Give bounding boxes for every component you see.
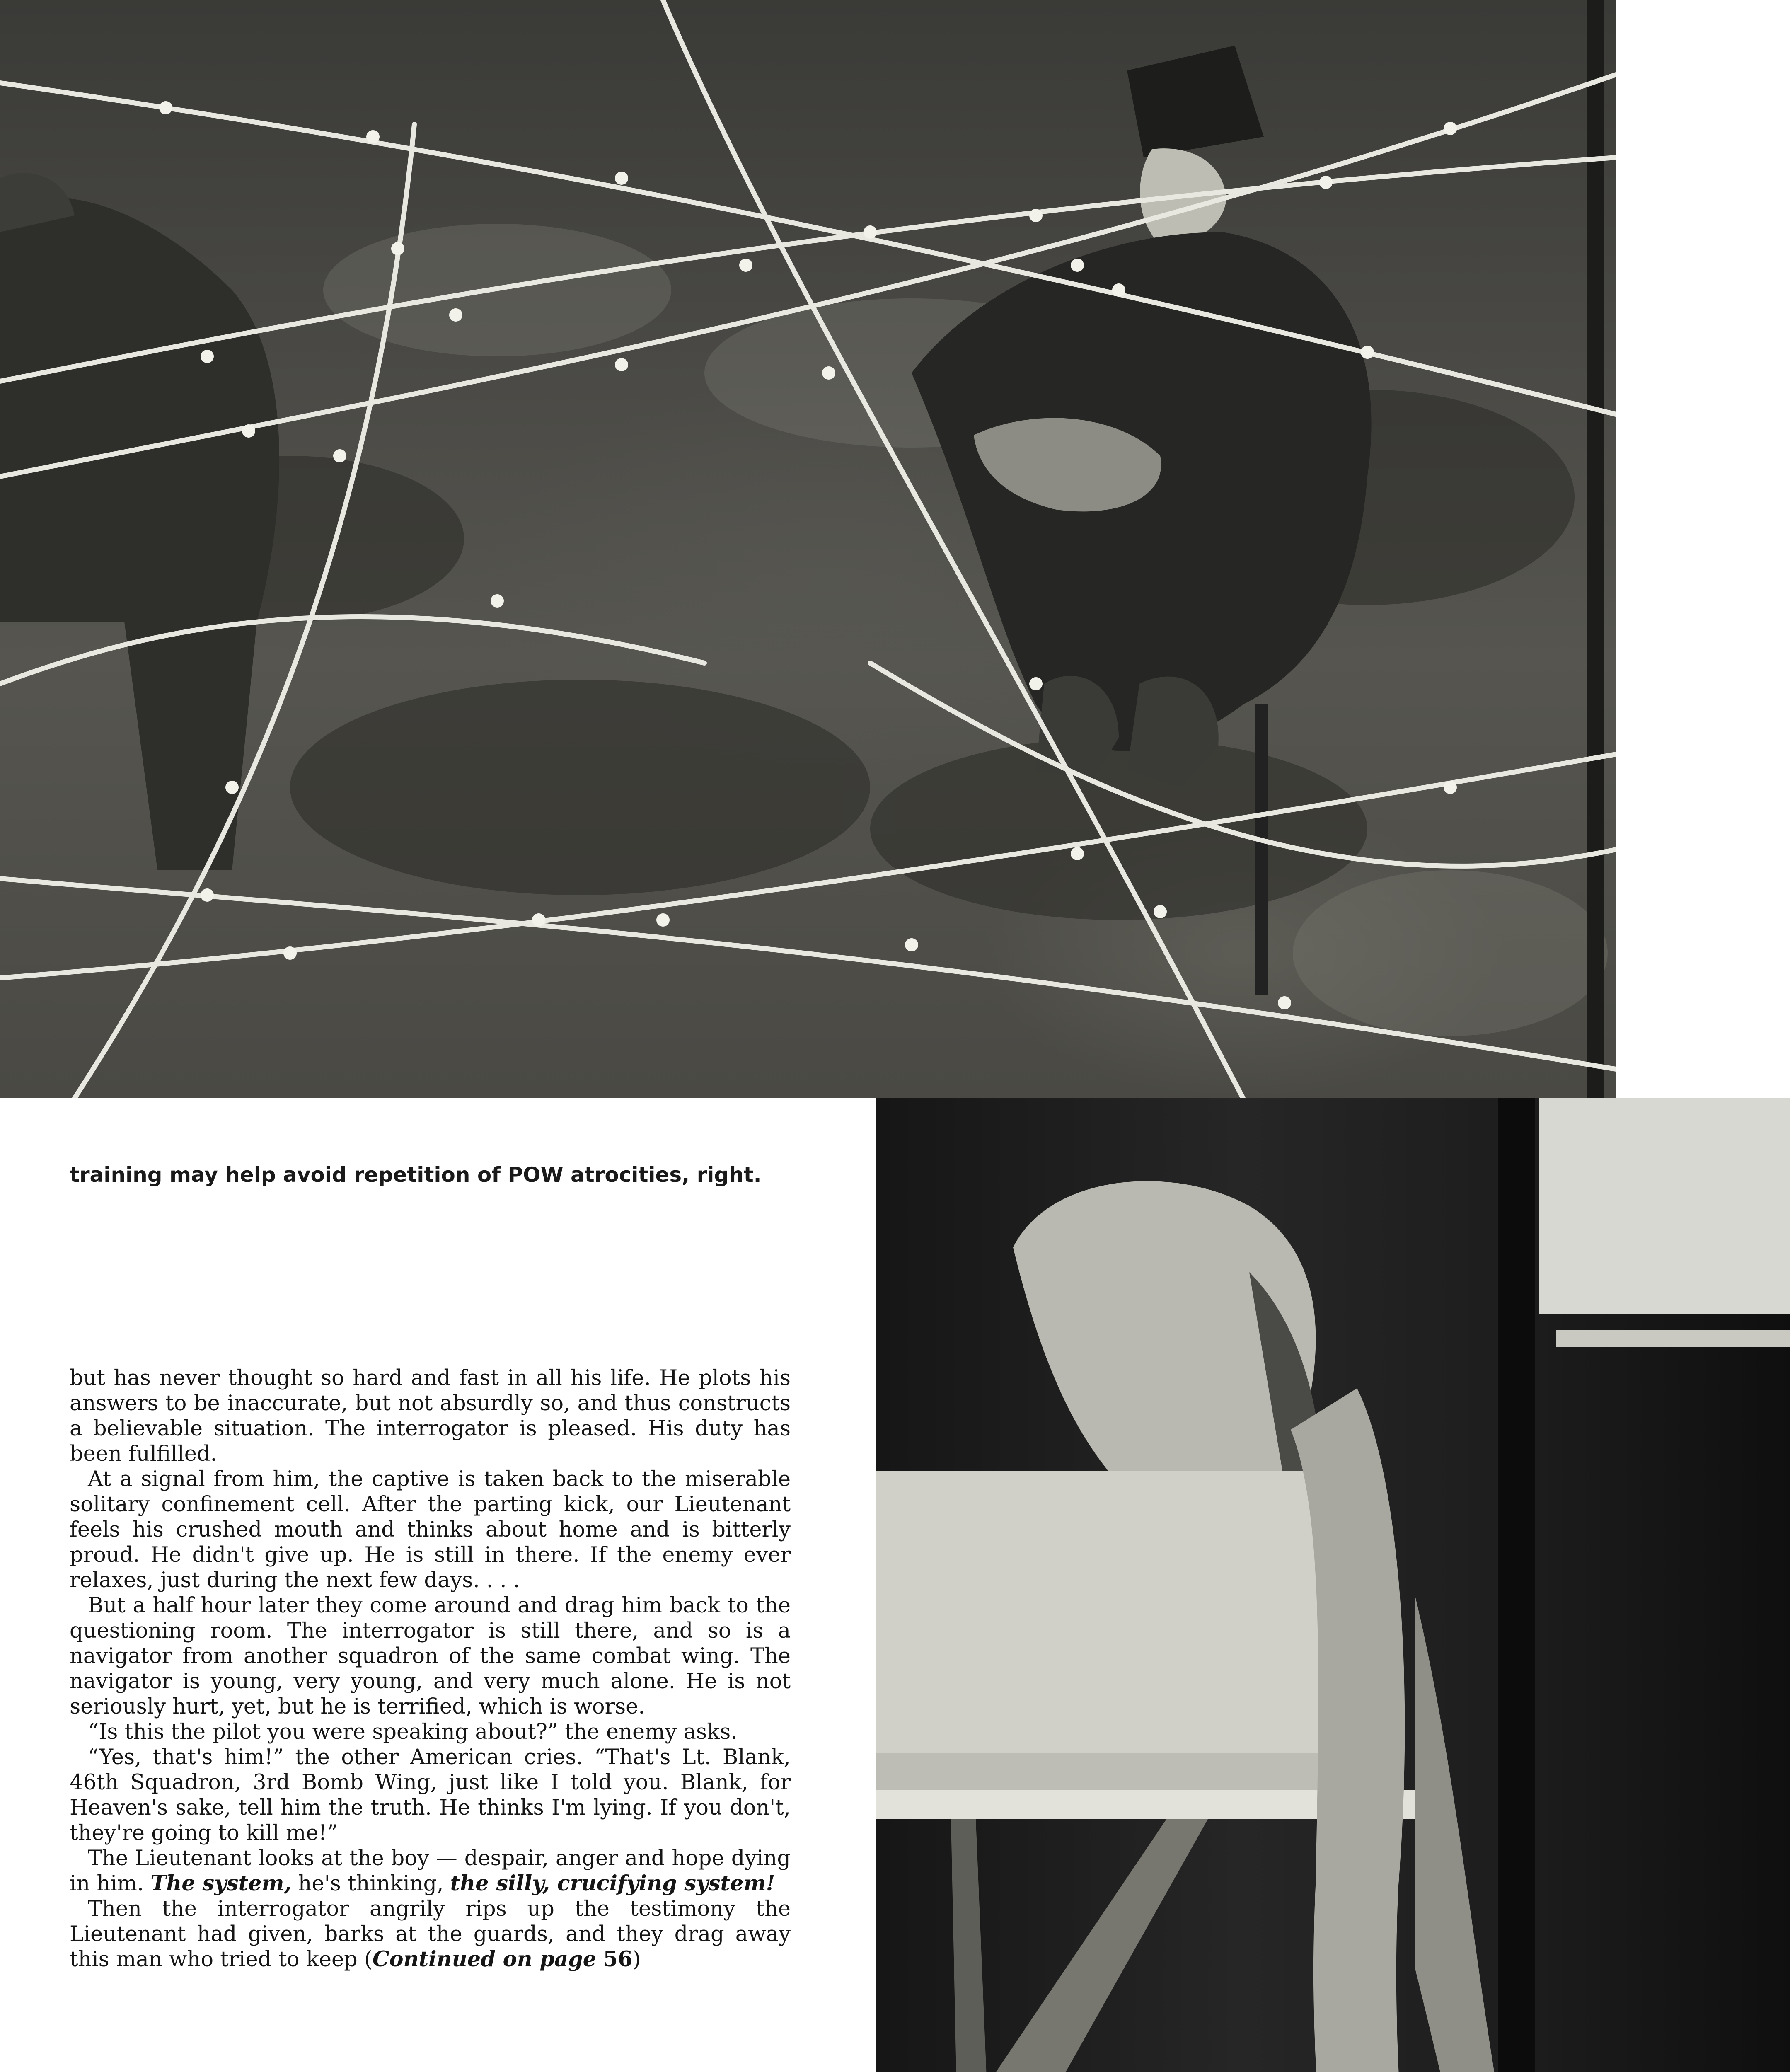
right-photograph (876, 1098, 1790, 2072)
article-paragraph: But a half hour later they come around and drag him back to the questioning room. The interrogator is still there, and so is a navigator from another squadron of the same combat wing. The navigator is young, very young, and very much alone. He is not seriously hurt, yet, but he is terrified, which is worse. (70, 1593, 791, 1719)
italic-phrase: The system, (150, 1871, 292, 1896)
continued-note: Continued on page (372, 1947, 597, 1972)
guard-figure (0, 173, 279, 870)
continued-page-ref: 56 (603, 1947, 633, 1972)
paragraph-text: he's thinking, (291, 1871, 450, 1896)
article-paragraph: “Is this the pilot you were speaking about?” the enemy asks. (88, 1720, 738, 1744)
paragraph-text: The Lieutenant looks at the boy — despair, anger and hope dying in him. (70, 1846, 791, 1896)
crate-scene (876, 1098, 1790, 2072)
captive-figure (912, 46, 1372, 787)
article-paragraph: At a signal from him, the captive is taken back to the miserable solitary confinement cell. After the parting kick, our Lieutenant feels his crushed mouth and thinks about home and is bitterly proud. He didn't give up. He is still in there. If the enemy ever relaxes, just during the next few days. . . . (70, 1467, 791, 1593)
barbed-wire-scene (0, 0, 1616, 1098)
paragraph-text: Then the interrogator angrily rips up the testimony the Lieutenant had given, barks at the guards, and they drag away this man who tried to keep ( (70, 1897, 791, 1972)
article-body (70, 1365, 791, 1972)
article-paragraph: “Yes, that's him!” the other American cries. “That's Lt. Blank, 46th Squadron, 3rd Bomb Wing, just like I told you. Blank, for Heaven's sake, tell him the truth. He thinks I'm lying. If you don't, they're going to kill me!” (70, 1745, 791, 1845)
italic-phrase: the silly, crucifying system! (450, 1871, 775, 1896)
crate (876, 1471, 1361, 1753)
paragraph-text: ) (632, 1947, 641, 1972)
article-paragraph (70, 1896, 791, 1972)
article-paragraph: but has never thought so hard and fast in all his life. He plots his answers to be inaccurate, but not absurdly so, and thus constructs a believable situation. The interrogator is pleased. His duty has been fulfilled. (70, 1366, 791, 1466)
photo-caption: training may help avoid repetition of POW atrocities, right. (70, 1163, 762, 1187)
top-photograph (0, 0, 1616, 1098)
article-paragraph (70, 1846, 791, 1896)
